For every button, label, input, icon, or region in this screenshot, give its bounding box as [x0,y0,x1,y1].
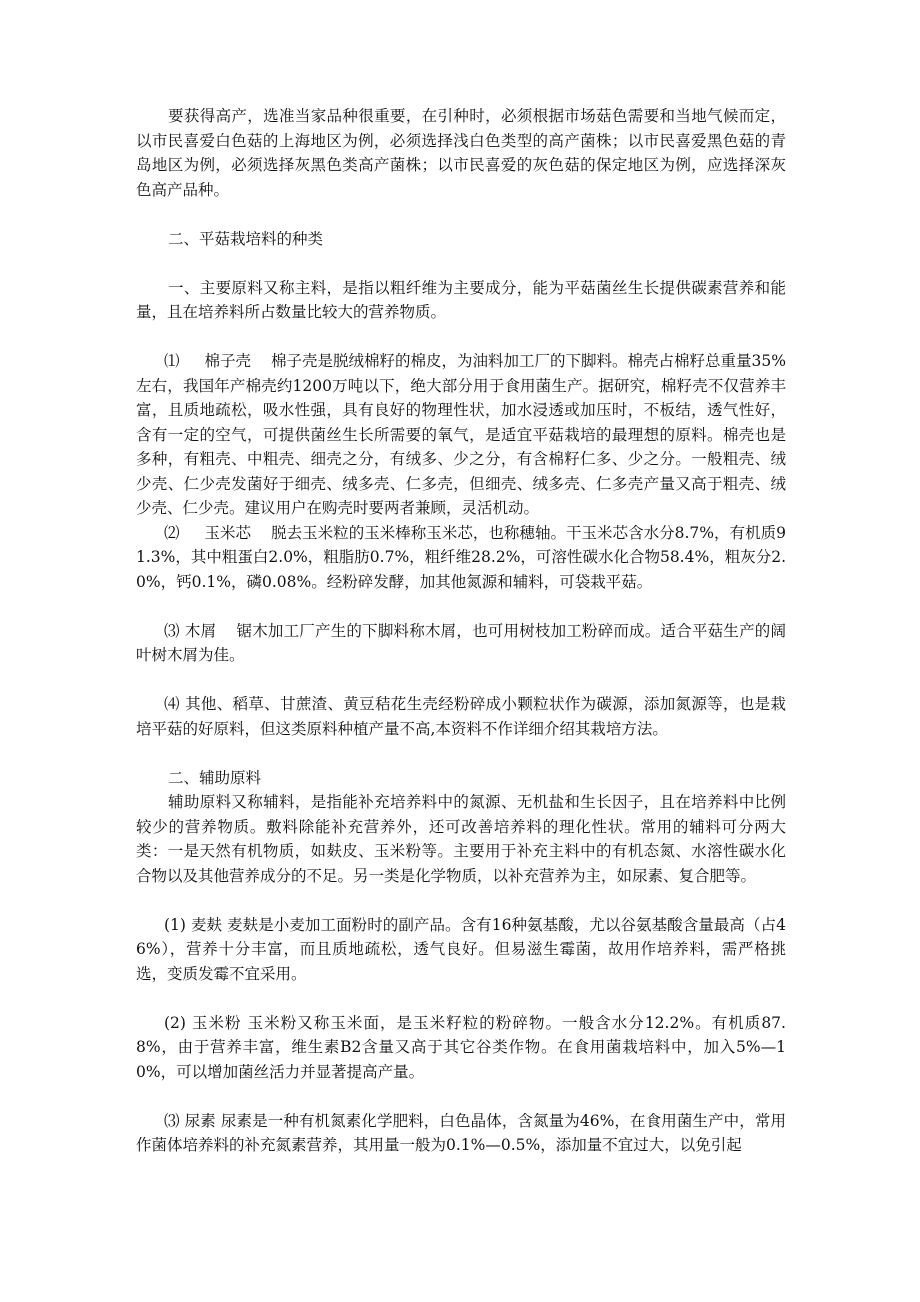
item-number: ⑶ [164,1111,180,1130]
item-corn-flour [136,1011,786,1085]
item-text: 玉米粉又称玉米面，是玉米籽粒的粉碎物。一般含水分12.2%。有机质87.8%，由于营养丰富，维生素B2含量又高于其它谷类作物。在食用菌栽培料中，加入5%—10%，可以增加菌丝活力并显著提高产量。 [136,1013,786,1081]
item-wheat-bran [136,913,786,987]
item-text: 尿素是一种有机氮素化学肥料，白色晶体，含氮量为46%，在食用菌生产中，常用作菌体培养料的补充氮素营养，其用量一般为0.1%—0.5%，添加量不宜过大，以免引起 [136,1111,786,1154]
main-materials-paragraph: 一、主要原料又称主料，是指以粗纤维为主要成分，能为平菇菌丝生长提供碳素营养和能量，且在培养料所占数量比较大的营养物质。 [136,278,786,321]
item-number: ⑶ [164,621,180,640]
item-label: 玉米粉 [191,1013,242,1032]
item-label: 尿素 [184,1111,216,1130]
item-number: ⑴ [164,352,180,370]
item-other-materials [136,692,786,741]
item-text: 棉子壳是脱绒棉籽的棉皮，为油料加工厂的下脚料。棉壳占棉籽总重量35%左右，我国年产棉壳约1200万吨以下，绝大部分用于食用菌生产。据研究，棉籽壳不仅营养丰富，且质地疏松，吸水性强，具有良好的物理性状，加水浸透或加压时，不板结，透气性好，含有一定的空气，可提供菌丝生长所需要的氧气，是适宜平菇栽培的最理想的原料。棉壳也是多种，有粗壳、中粗壳、细壳之分，有绒多、少之分，有含棉籽仁多、少之分。一般粗壳、绒少壳、仁少壳发菌好于细壳、绒多壳、仁多壳，但细壳、绒多壳、仁多壳产量又高于粗壳、绒少壳、仁少壳。建议用户在购壳时要两者兼顾，灵活机动。 [136,352,786,517]
item-sawdust [136,619,786,668]
document-page [136,104,786,1158]
section-heading-cultivation-materials: 二、平菇栽培料的种类 [168,229,324,248]
section-heading-auxiliary: 二、辅助原料 [168,768,262,787]
item-label: 木屑 [184,621,217,640]
item-label: 麦麸 [190,915,223,934]
item-corncob [136,521,786,595]
item-cottonseed-hull [136,349,786,521]
item-text: 脱去玉米粒的玉米棒称玉米芯，也称穗轴。干玉米芯含水分8.7%，有机质91.3%，其中粗蛋白2.0%，粗脂肪0.7%，粗纤维28.2%，可溶性碳水化合物58.4%，粗灰分2.0%，钙0.1%，磷0.08%。经粉碎发酵，加其他氮源和辅料，可袋栽平菇。 [136,523,786,591]
item-text: 其他、稻草、甘蔗渣、黄豆秸花生壳经粉碎成小颗粒状作为碳源，添加氮源等，也是栽培平菇的好原料，但这类原料种植产量不高,本资料不作详细介绍其栽培方法。 [136,695,786,738]
intro-paragraph: 要获得高产，选准当家品种很重要，在引种时，必须根据市场菇色需要和当地气候而定，以市民喜爱白色菇的上海地区为例，必须选择浅白色类型的高产菌株；以市民喜爱黑色菇的青岛地区为例，必须选择灰黑色类高产菌株；以市民喜爱的灰色菇的保定地区为例，应选择深灰色高产品种。 [136,107,786,199]
item-number: (2) [164,1013,186,1032]
item-label: 棉子壳 [204,352,251,370]
item-label: 玉米芯 [204,523,252,542]
item-urea [136,1109,786,1158]
item-text: 麦麸是小麦加工面粉时的副产品。含有16种氨基酸，尤以谷氨基酸含量最高（占46%），营养十分丰富，而且质地疏松，透气良好。但易滋生霉菌，故用作培养料，需严格挑选，变质发霉不宜采用。 [136,915,786,983]
auxiliary-intro-paragraph: 辅助原料又称辅料，是指能补充培养料中的氮源、无机盐和生长因子，且在培养料中比例较少的营养物质。敷料除能补充营养外，还可改善培养料的理化性状。常用的辅料可分两大类：一是天然有机物质，如麸皮、玉米粉等。主要用于补充主料中的有机态氮、水溶性碳水化合物以及其他营养成分的不足。另一类是化学物质，以补充营养为主，如尿素、复合肥等。 [136,793,786,885]
item-number: (1) [164,915,186,934]
item-text: 锯木加工厂产生的下脚料称木屑，也可用树枝加工粉碎而成。适合平菇生产的阔叶树木屑为佳。 [136,621,786,664]
item-number: ⑷ [164,695,180,713]
item-number: ⑵ [164,523,180,542]
